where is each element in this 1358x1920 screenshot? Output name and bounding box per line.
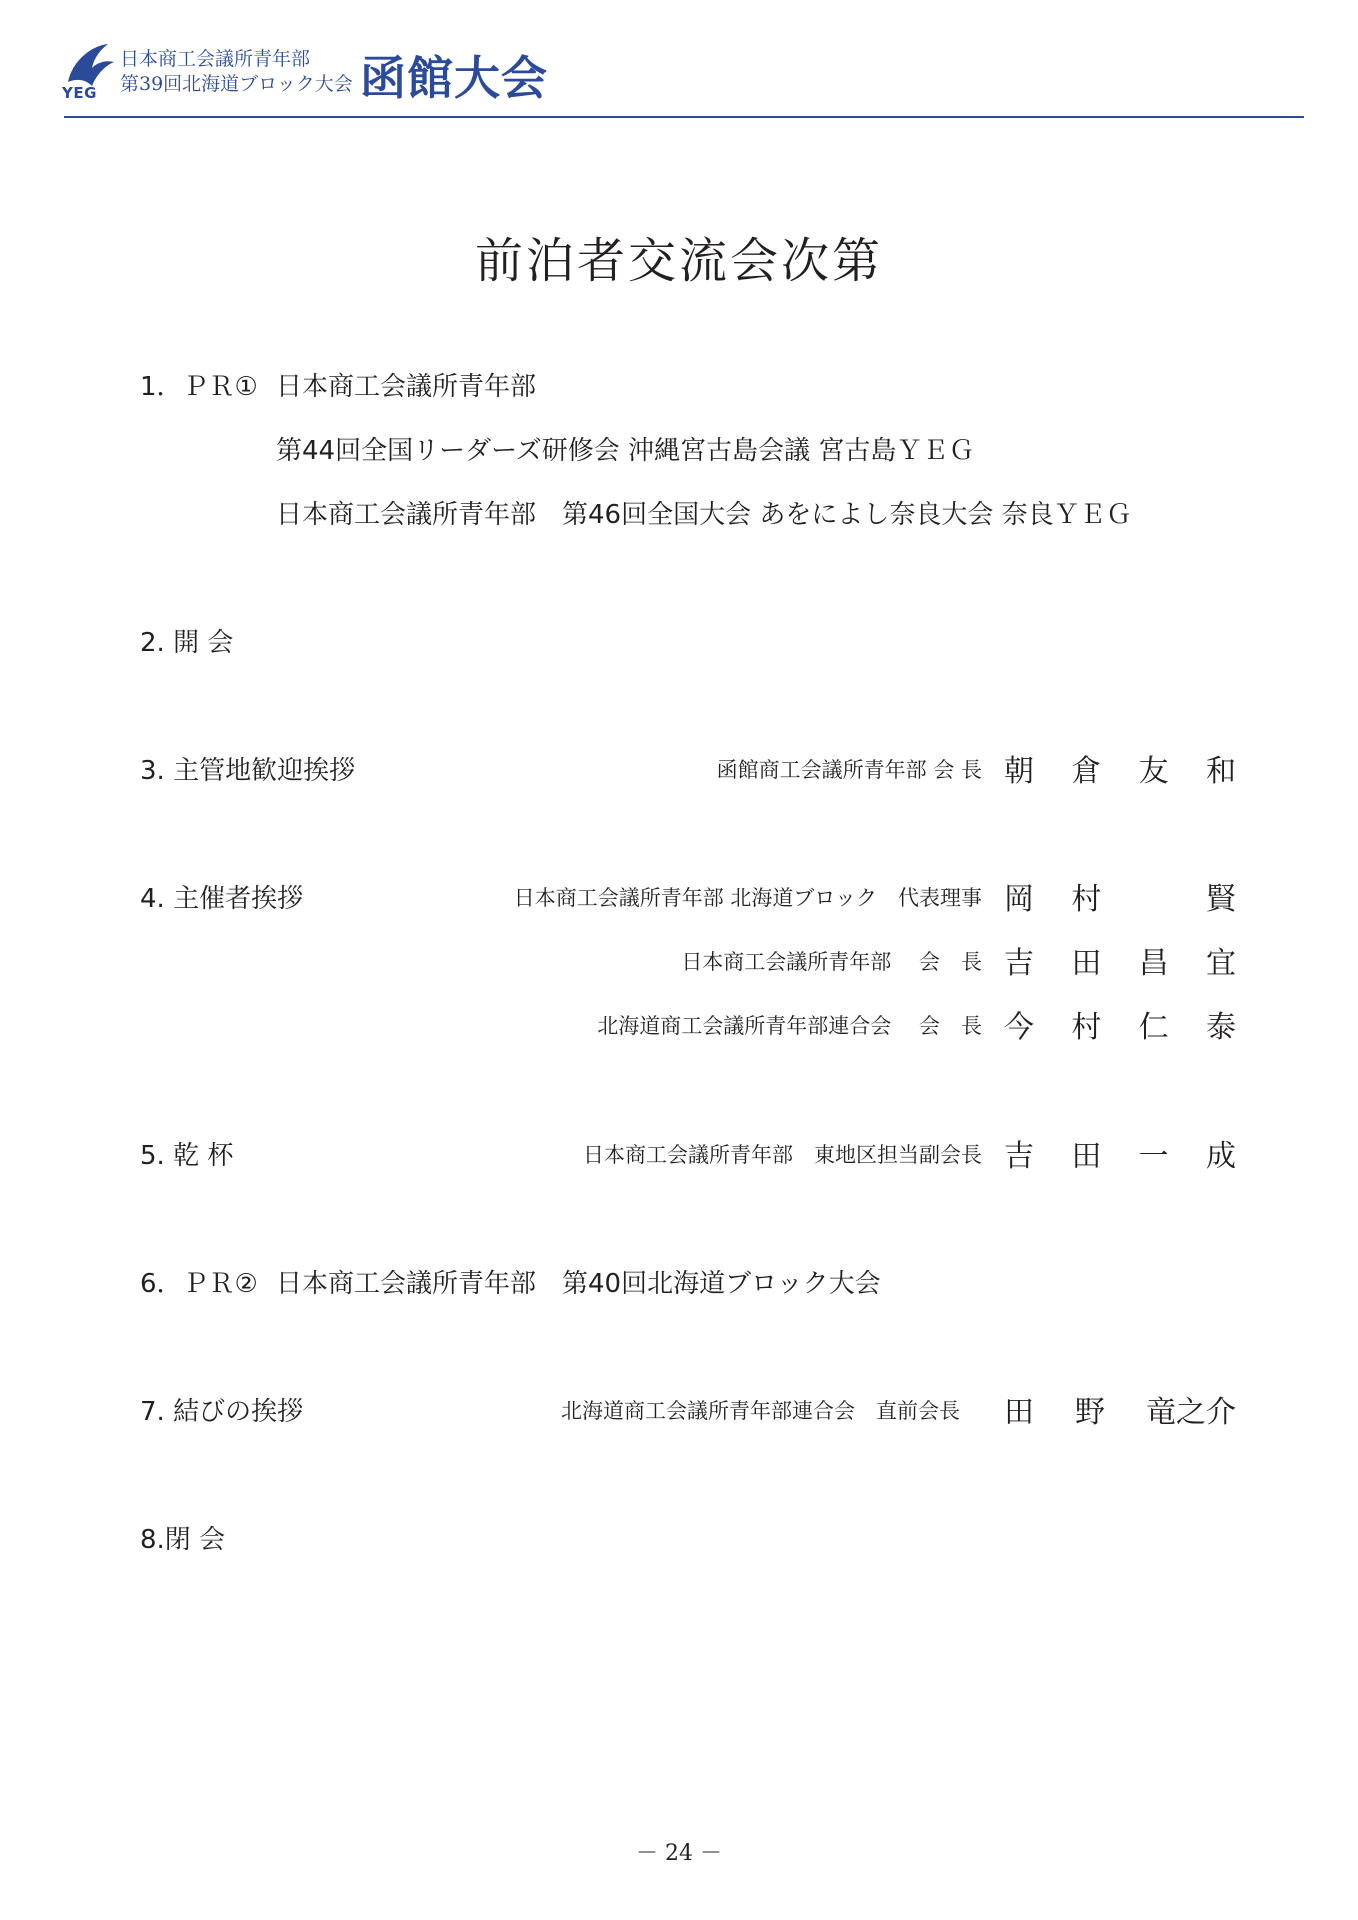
item8-label: 8.閉 会 — [140, 1525, 226, 1555]
item4-role-2: 日本商工会議所青年部 会 長 — [681, 950, 982, 974]
item5-person-name — [1004, 1131, 1236, 1175]
name-char: 朝 — [1004, 754, 1034, 789]
item1-label: 1．ＰＲ① — [140, 372, 258, 402]
name-char: 竜之介 — [1146, 1395, 1236, 1430]
name-char: 成 — [1205, 1139, 1236, 1174]
name-char: 田 — [1004, 1395, 1034, 1430]
header-event-series: 第39回北海道ブロック大会 — [120, 73, 353, 95]
item3-role: 函館商工会議所青年部 会 長 — [716, 758, 982, 782]
name-char: 賢 — [1205, 882, 1236, 917]
item4-role-3: 北海道商工会議所青年部連合会 会 長 — [597, 1014, 982, 1038]
page-number: － 24 － — [636, 1841, 722, 1866]
item1-line2: 第44回全国リーダーズ研修会 沖縄宮古島会議 宮古島ＹＥＧ — [276, 436, 975, 466]
header-divider — [64, 116, 1304, 118]
name-char — [1139, 874, 1169, 918]
name-char: 仁 — [1138, 1010, 1169, 1045]
name-char: 宜 — [1205, 946, 1236, 981]
item7-person-name — [1004, 1387, 1236, 1431]
item6-label: 6．ＰＲ② — [140, 1269, 258, 1299]
name-char: 田 — [1071, 1139, 1102, 1174]
name-char: 一 — [1138, 1139, 1169, 1174]
name-char: 和 — [1205, 754, 1236, 789]
item7-label: 7. 結びの挨拶 — [140, 1397, 304, 1427]
item6-text: 日本商工会議所青年部 第40回北海道ブロック大会 — [276, 1269, 881, 1299]
name-char: 野 — [1075, 1395, 1105, 1430]
item4-person-name-1 — [1004, 874, 1236, 918]
item4-person-name-3 — [1004, 1002, 1236, 1046]
item3-person-name — [1004, 746, 1236, 790]
item3-label: 3. 主管地歓迎挨拶 — [140, 756, 356, 786]
item4-person-name-2 — [1004, 938, 1236, 982]
name-char: 今 — [1004, 1010, 1034, 1045]
name-char: 吉 — [1004, 1139, 1034, 1174]
item5-label: 5. 乾 杯 — [140, 1141, 234, 1171]
item2-label: 2. 開 会 — [140, 628, 234, 658]
name-char: 吉 — [1004, 946, 1034, 981]
logo-text: YEG — [62, 84, 97, 102]
name-char: 村 — [1071, 1010, 1102, 1045]
item7-role: 北海道商工会議所青年部連合会 直前会長 — [561, 1399, 960, 1423]
item4-label: 4. 主催者挨拶 — [140, 884, 304, 914]
item5-role: 日本商工会議所青年部 東地区担当副会長 — [583, 1143, 982, 1167]
name-char: 昌 — [1138, 946, 1169, 981]
header — [62, 40, 1304, 118]
header-organization: 日本商工会議所青年部 — [120, 48, 311, 70]
name-char: 倉 — [1071, 754, 1102, 789]
page-title: 前泊者交流会次第 — [474, 233, 883, 289]
header-event-name: 函館大会 — [360, 51, 548, 105]
name-char: 村 — [1071, 882, 1102, 917]
name-char: 友 — [1138, 754, 1169, 789]
item4-role-1: 日本商工会議所青年部 北海道ブロック 代表理事 — [513, 886, 982, 910]
item1-line3: 日本商工会議所青年部 第46回全国大会 あをによし奈良大会 奈良ＹＥＧ — [276, 500, 1132, 530]
name-char: 泰 — [1205, 1010, 1236, 1045]
name-char: 田 — [1071, 946, 1102, 981]
item1-line1: 日本商工会議所青年部 — [276, 372, 537, 402]
name-char: 岡 — [1004, 882, 1034, 917]
